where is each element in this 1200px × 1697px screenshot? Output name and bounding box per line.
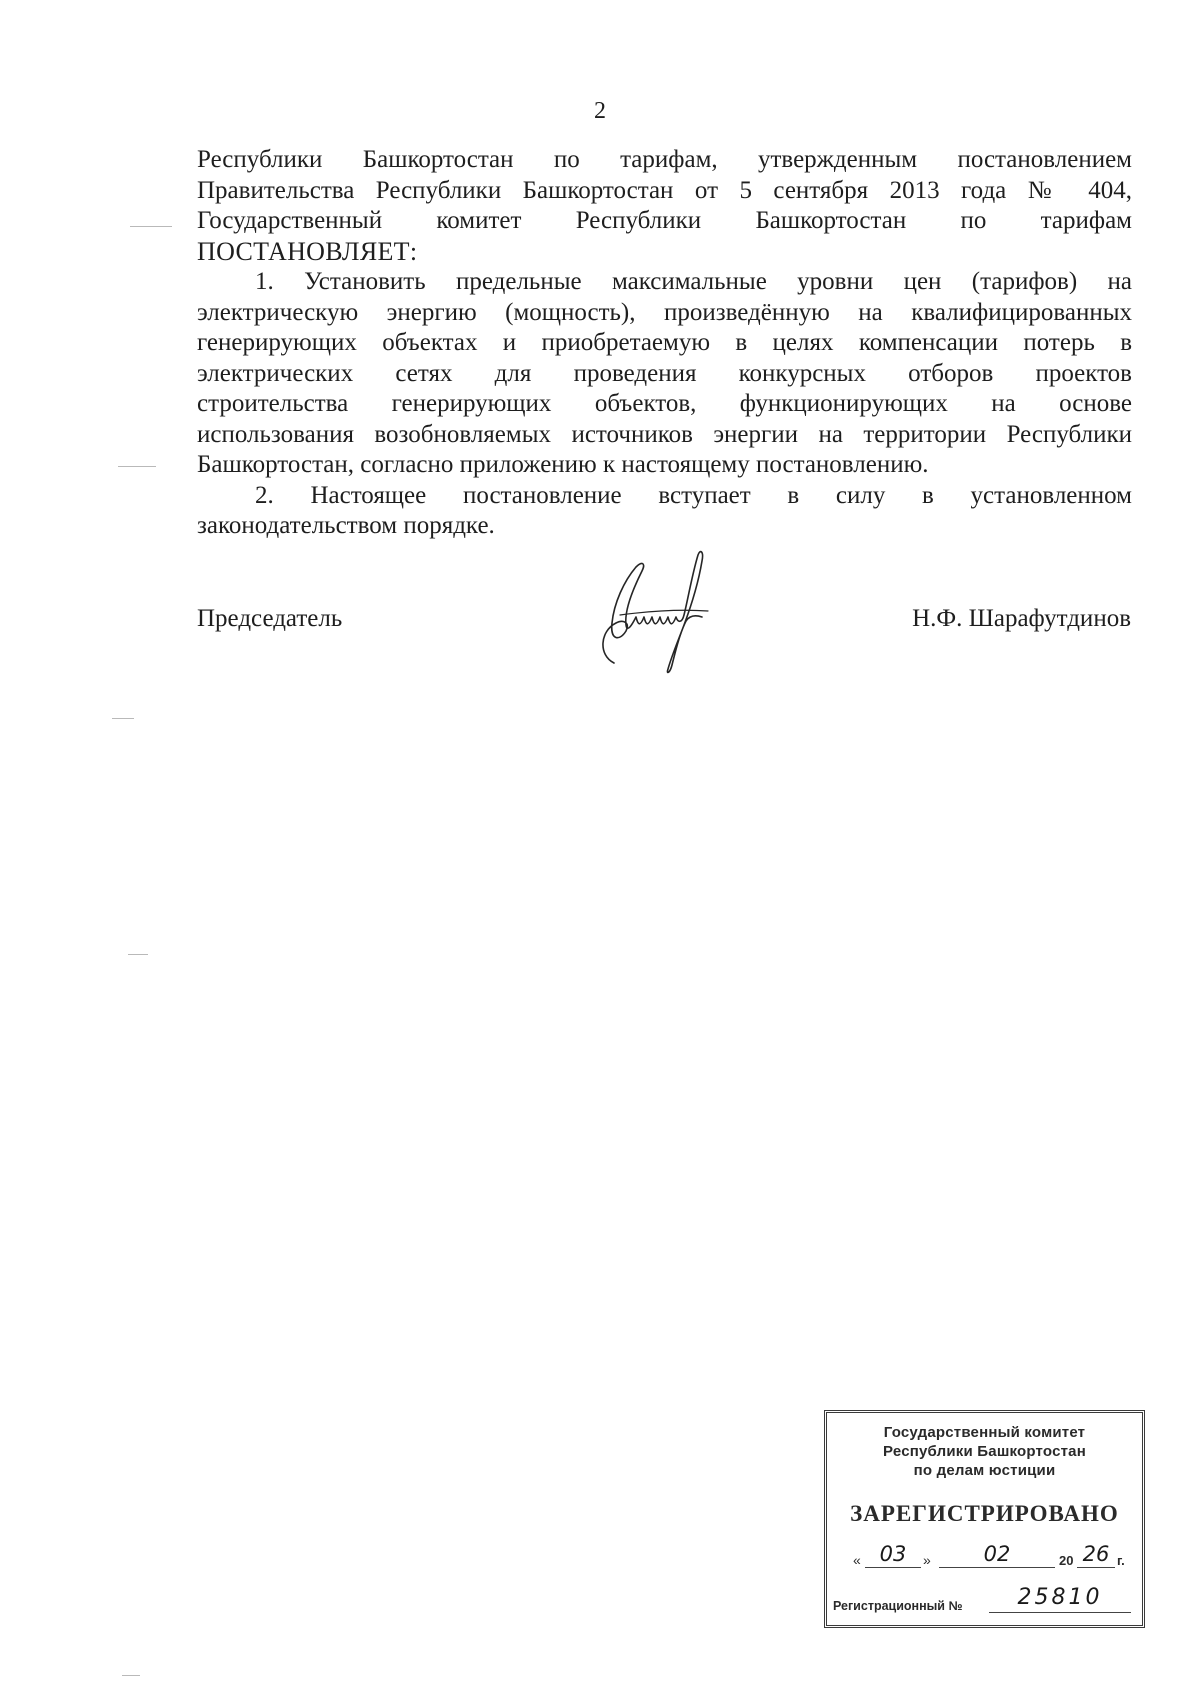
stamp-registration-number <box>833 1583 1139 1617</box>
stamp-reg-label: Регистрационный № <box>833 1599 963 1613</box>
stamp-day: 03 <box>865 1541 921 1568</box>
document-body <box>197 145 1132 542</box>
text-line: Башкортостан, согласно приложению к настоящему постановлению. <box>197 451 929 478</box>
stamp-org-line: по делам юстиции <box>913 1462 1056 1479</box>
text-line: использования возобновляемых источников энергии на территории Республики <box>197 420 1132 448</box>
scan-mark <box>122 1675 140 1676</box>
page-number: 2 <box>594 98 606 124</box>
scan-mark <box>128 954 148 955</box>
text-line: 2. Настоящее постановление вступает в силу в установленном <box>255 481 1132 509</box>
text-line: генерирующих объектах и приобретаемую в целях компенсации потерь в <box>197 329 1132 356</box>
stamp-year-suffix: 26 <box>1077 1541 1115 1568</box>
stamp-org-line: Республики Башкортостан <box>883 1443 1086 1460</box>
signature-block <box>0 605 1200 675</box>
resolves-heading: ПОСТАНОВЛЯЕТ: <box>197 236 418 266</box>
stamp-status: ЗАРЕГИСТРИРОВАНО <box>850 1501 1119 1526</box>
text-line: Правительства Республики Башкортостан от 5 сентября 2013 года № 404, <box>197 176 1132 204</box>
text-line: Республики Башкортостан по тарифам, утвержденным постановлением <box>197 146 1132 173</box>
signatory-name: Н.Ф. Шарафутдинов <box>912 605 1131 632</box>
stamp-open-quote: « <box>853 1552 861 1568</box>
stamp-organization <box>827 1423 1142 1480</box>
text-line: электрическую энергию (мощность), произведённую на квалифицированных <box>197 298 1132 326</box>
stamp-reg-number: 25810 <box>989 1584 1131 1613</box>
registration-stamp <box>824 1410 1145 1628</box>
scan-mark <box>112 718 134 719</box>
signatory-title: Председатель <box>197 605 343 632</box>
stamp-date <box>853 1540 1133 1572</box>
handwritten-signature <box>580 545 730 685</box>
text-line: законодательством порядке. <box>197 512 495 539</box>
text-line: электрических сетях для проведения конкурсных отборов проектов <box>197 359 1132 387</box>
scan-mark <box>118 466 156 467</box>
text-line: строительства генерирующих объектов, функционирующих на основе <box>197 390 1132 417</box>
stamp-year-unit: г. <box>1117 1553 1125 1568</box>
stamp-year-prefix: 20 <box>1059 1553 1074 1568</box>
text-line: Государственный комитет Республики Башкортостан по тарифам <box>197 207 1132 234</box>
stamp-org-line: Государственный комитет <box>883 1424 1086 1441</box>
stamp-close-quote: » <box>923 1552 931 1568</box>
stamp-month: 02 <box>939 1541 1055 1568</box>
scan-mark <box>130 226 172 227</box>
text-line: 1. Установить предельные максимальные уровни цен (тарифов) на <box>255 268 1132 295</box>
